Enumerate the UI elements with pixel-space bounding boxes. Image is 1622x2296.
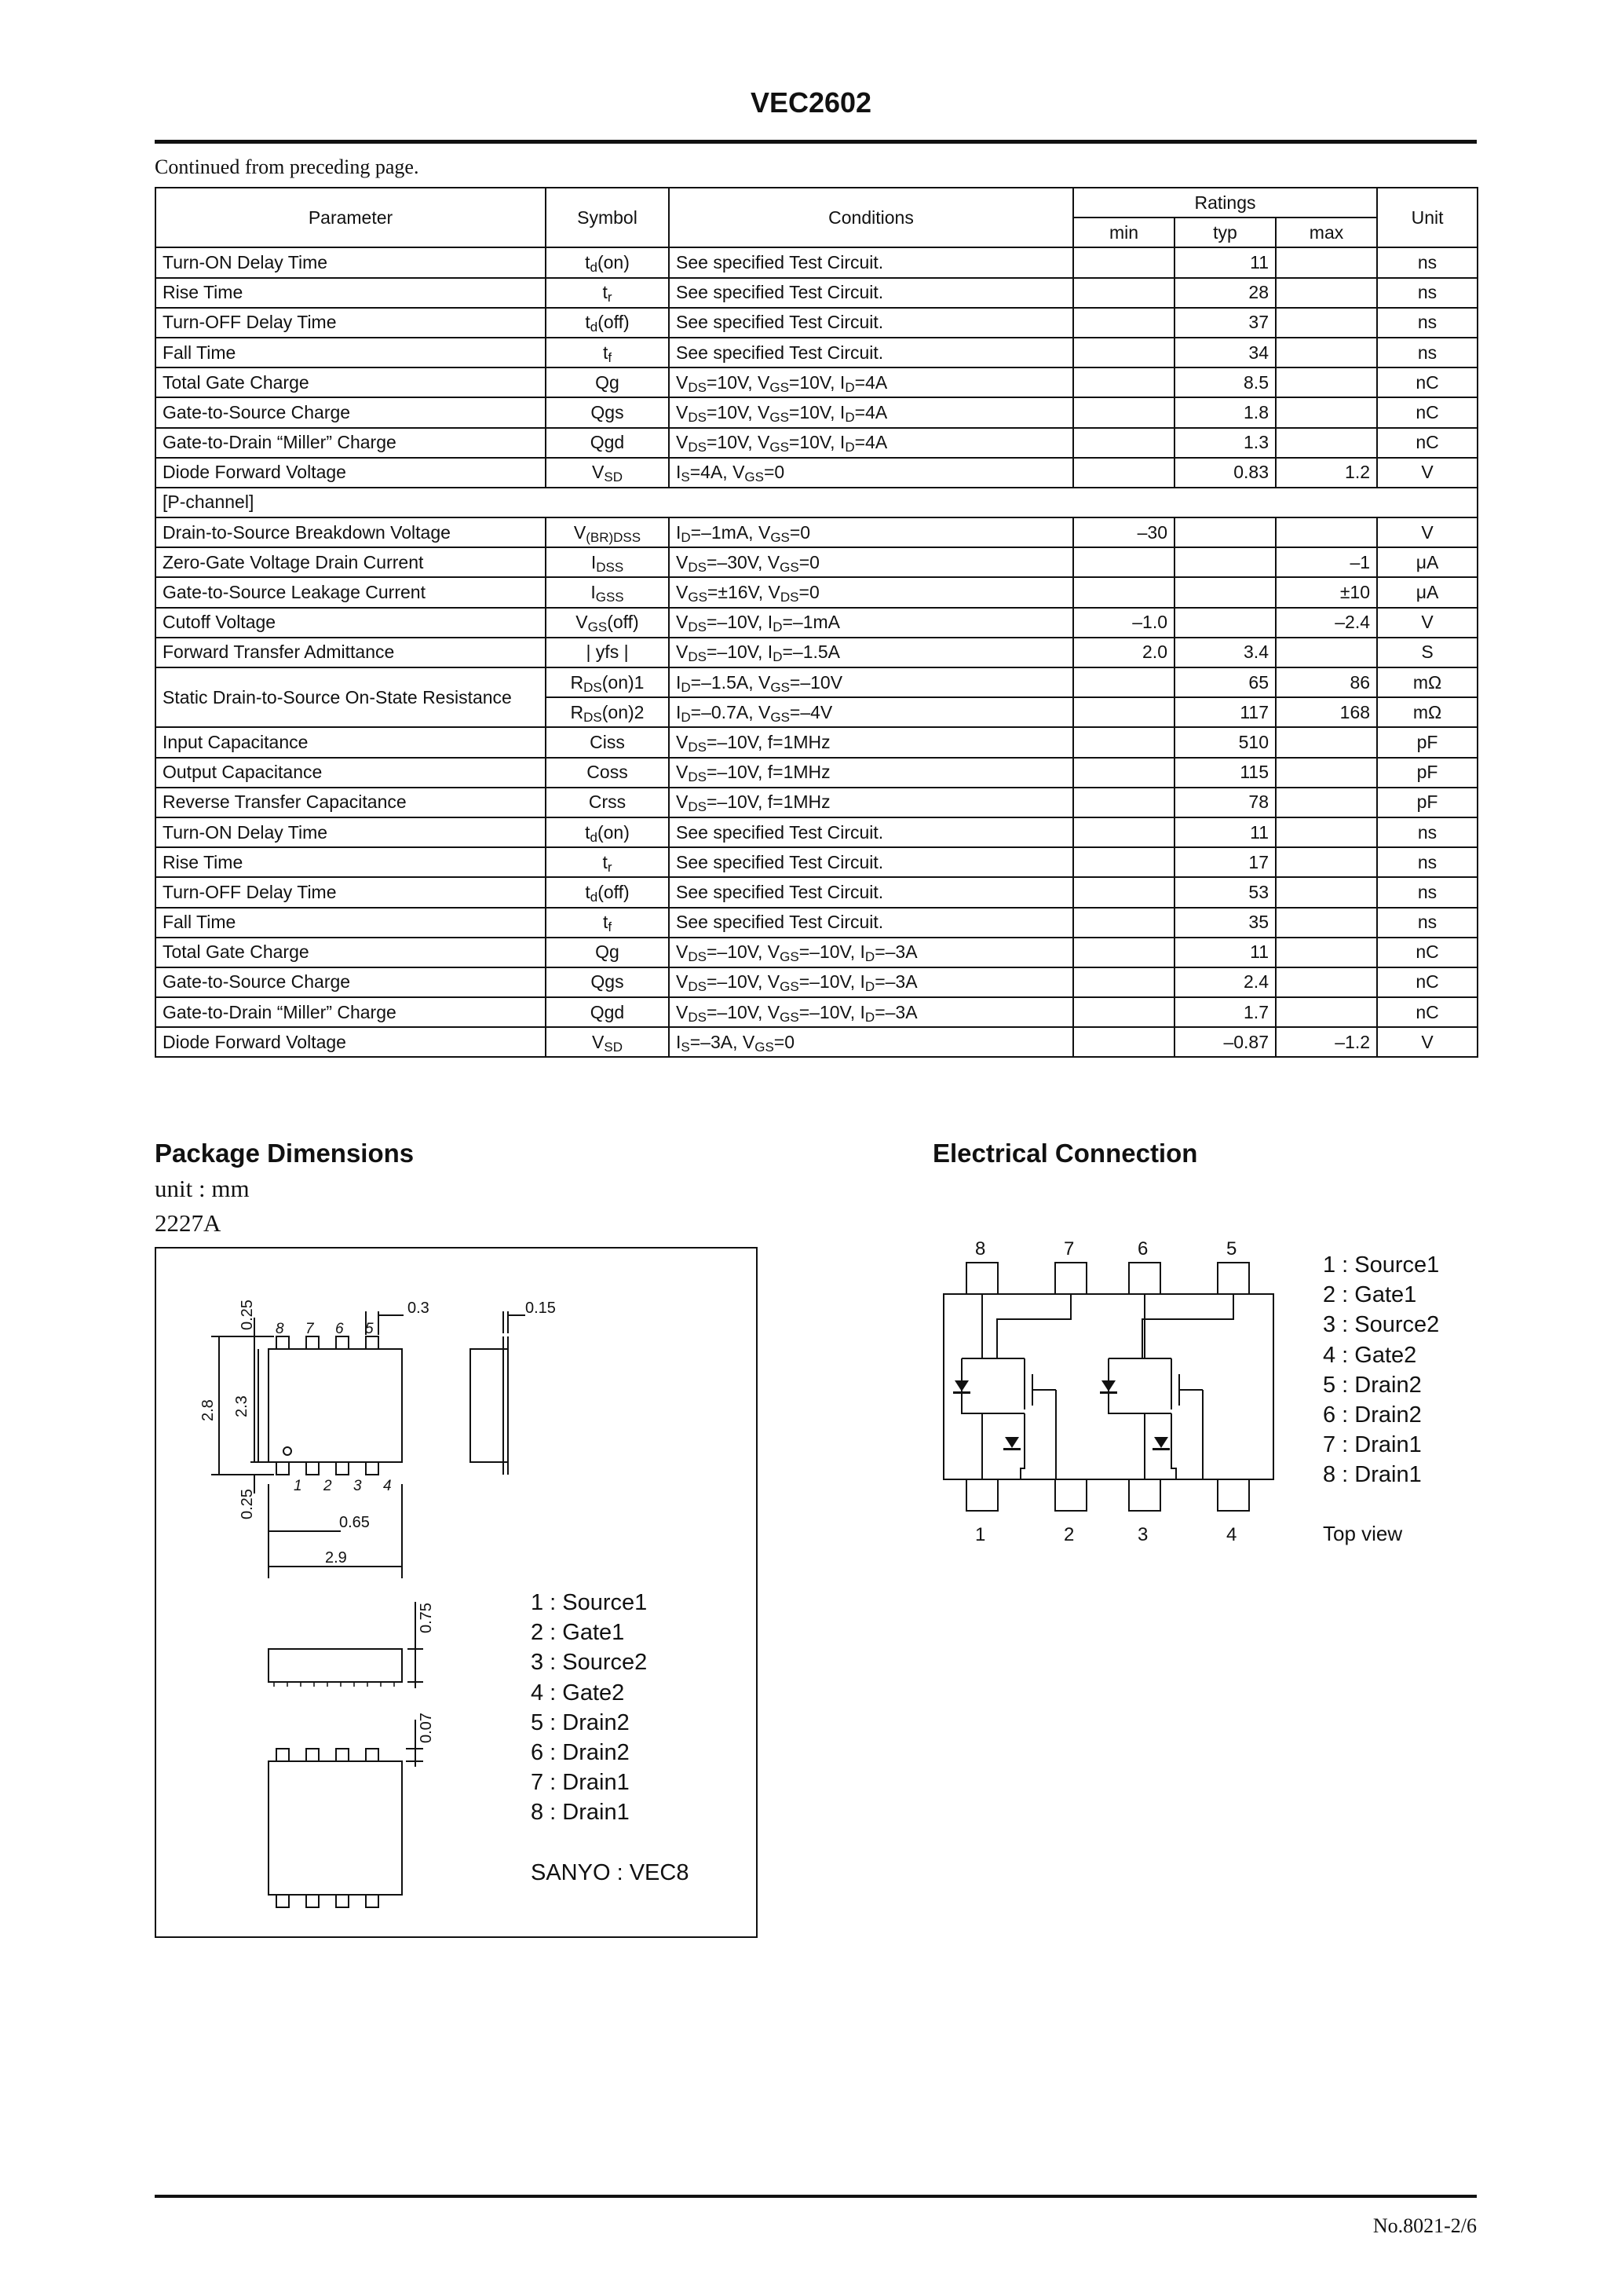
cell-min xyxy=(1073,817,1174,847)
cell-conditions: $V_{DS}=10V$, $V_{GS}=10V$, $I_D=4A$ xyxy=(669,397,1073,427)
cell-max: 86 xyxy=(1276,667,1377,697)
table-row xyxy=(155,367,1478,397)
cell-max xyxy=(1276,727,1377,757)
cell-typ: 53 xyxy=(1174,877,1276,907)
cell-unit: ns xyxy=(1377,308,1478,338)
cell-conditions: See specified Test Circuit. xyxy=(669,847,1073,877)
cell-typ: 115 xyxy=(1174,758,1276,788)
cell-max xyxy=(1276,788,1377,817)
cell-unit: V xyxy=(1377,1027,1478,1057)
pkg-top-pin-6: 6 xyxy=(335,1321,344,1337)
table-row xyxy=(155,338,1478,367)
table-row xyxy=(155,638,1478,667)
cell-symbol: Coss xyxy=(546,758,669,788)
cell-min xyxy=(1073,847,1174,877)
cell-parameter: Zero-Gate Voltage Drain Current xyxy=(155,547,546,577)
cell-conditions: See specified Test Circuit. xyxy=(669,817,1073,847)
cell-min xyxy=(1073,758,1174,788)
cell-max: –2.4 xyxy=(1276,608,1377,638)
header-conditions: Conditions xyxy=(669,188,1073,247)
dim-2-9: 2.9 xyxy=(325,1549,347,1567)
cell-parameter: Turn-OFF Delay Time xyxy=(155,877,546,907)
package-pin-list xyxy=(531,1588,689,1888)
sanyo-package-name: SANYO : VEC8 xyxy=(531,1859,689,1885)
cell-conditions: $I_S=4A$, $V_{GS}=0$ xyxy=(669,458,1073,488)
cell-symbol: Crss xyxy=(546,788,669,817)
cell-parameter: Gate-to-Source Charge xyxy=(155,397,546,427)
cell-parameter: Static Drain-to-Source On-State Resistance xyxy=(155,667,546,727)
cell-symbol: $R_{DS}(on)2$ xyxy=(546,697,669,727)
cell-unit: nC xyxy=(1377,367,1478,397)
cell-symbol: | yfs | xyxy=(546,638,669,667)
package-drawing-box xyxy=(155,1247,758,1938)
cell-conditions: $V_{DS}=-10V$, $V_{GS}=-10V$, $I_D=-3A$ xyxy=(669,967,1073,997)
cell-typ: 2.4 xyxy=(1174,967,1276,997)
table-row xyxy=(155,517,1478,547)
cell-symbol: Qgd xyxy=(546,428,669,458)
cell-symbol: $I_{GSS}$ xyxy=(546,577,669,607)
header-parameter: Parameter xyxy=(155,188,546,247)
cell-max xyxy=(1276,247,1377,277)
cell-parameter: Cutoff Voltage xyxy=(155,608,546,638)
cell-min xyxy=(1073,338,1174,367)
cell-symbol: $t_f$ xyxy=(546,338,669,367)
table-row xyxy=(155,458,1478,488)
cell-typ xyxy=(1174,547,1276,577)
cell-min xyxy=(1073,458,1174,488)
cell-typ: 8.5 xyxy=(1174,367,1276,397)
cell-min xyxy=(1073,547,1174,577)
cell-min: –1.0 xyxy=(1073,608,1174,638)
table-row xyxy=(155,428,1478,458)
pkg-bottom-pin-3: 3 xyxy=(353,1478,362,1494)
cell-max xyxy=(1276,278,1377,308)
spec-table xyxy=(155,187,1478,1058)
cell-typ xyxy=(1174,517,1276,547)
header-typ: typ xyxy=(1174,218,1276,247)
cell-unit: pF xyxy=(1377,788,1478,817)
cell-unit: ns xyxy=(1377,278,1478,308)
table-row xyxy=(155,847,1478,877)
pkg-top-pin-5: 5 xyxy=(365,1321,374,1337)
cell-symbol: Qg xyxy=(546,367,669,397)
pkg-top-pin-8: 8 xyxy=(276,1321,284,1337)
cell-conditions: $V_{GS}=\pm 16V$, $V_{DS}=0$ xyxy=(669,577,1073,607)
package-heading: Package Dimensions xyxy=(155,1139,415,1168)
cell-typ: 28 xyxy=(1174,278,1276,308)
cell-conditions: $V_{DS}=-10V$, $V_{GS}=-10V$, $I_D=-3A$ xyxy=(669,997,1073,1027)
cell-unit: V xyxy=(1377,608,1478,638)
table-row xyxy=(155,667,1478,697)
header-max: max xyxy=(1276,218,1377,247)
table-row xyxy=(155,727,1478,757)
cell-min xyxy=(1073,908,1174,938)
cell-typ: 11 xyxy=(1174,247,1276,277)
ec-top-pin-8: 8 xyxy=(975,1238,986,1260)
header-min: min xyxy=(1073,218,1174,247)
cell-max: 1.2 xyxy=(1276,458,1377,488)
cell-symbol: $t_f$ xyxy=(546,908,669,938)
dim-0-25-bottom: 0.25 xyxy=(239,1489,256,1519)
table-row xyxy=(155,308,1478,338)
cell-conditions: See specified Test Circuit. xyxy=(669,247,1073,277)
cell-conditions: See specified Test Circuit. xyxy=(669,308,1073,338)
cell-min xyxy=(1073,397,1174,427)
table-row xyxy=(155,817,1478,847)
cell-parameter: Fall Time xyxy=(155,908,546,938)
cell-min xyxy=(1073,967,1174,997)
page-title: VEC2602 xyxy=(750,86,872,119)
cell-conditions: $I_S=-3A$, $V_{GS}=0$ xyxy=(669,1027,1073,1057)
table-row xyxy=(155,397,1478,427)
electrical-pin-1: 1 : Source1 xyxy=(1323,1252,1440,1278)
cell-symbol: $V_{SD}$ xyxy=(546,1027,669,1057)
cell-conditions: $V_{DS}=-10V$, $I_D=-1mA$ xyxy=(669,608,1073,638)
cell-max: 168 xyxy=(1276,697,1377,727)
cell-max: ±10 xyxy=(1276,577,1377,607)
cell-max xyxy=(1276,308,1377,338)
cell-unit: V xyxy=(1377,517,1478,547)
cell-unit: nC xyxy=(1377,938,1478,967)
cell-unit: ns xyxy=(1377,817,1478,847)
cell-parameter: Gate-to-Source Leakage Current xyxy=(155,577,546,607)
cell-typ: 17 xyxy=(1174,847,1276,877)
dim-2-3: 2.3 xyxy=(233,1395,250,1417)
dim-0-25-top: 0.25 xyxy=(239,1300,256,1330)
electrical-pin-3: 3 : Source2 xyxy=(1323,1312,1440,1338)
cell-max xyxy=(1276,938,1377,967)
package-code: 2227A xyxy=(155,1209,221,1237)
electrical-pin-5: 5 : Drain2 xyxy=(1323,1372,1422,1398)
cell-conditions: See specified Test Circuit. xyxy=(669,338,1073,367)
cell-unit: ns xyxy=(1377,847,1478,877)
cell-parameter: Rise Time xyxy=(155,847,546,877)
ec-bottom-pin-2: 2 xyxy=(1064,1524,1075,1545)
document-number: No.8021-2/6 xyxy=(1372,2214,1477,2237)
cell-parameter: Total Gate Charge xyxy=(155,367,546,397)
cell-typ: 1.3 xyxy=(1174,428,1276,458)
spec-table-body xyxy=(155,247,1478,1057)
cell-min xyxy=(1073,577,1174,607)
cell-unit: S xyxy=(1377,638,1478,667)
cell-min xyxy=(1073,877,1174,907)
table-row xyxy=(155,997,1478,1027)
table-row xyxy=(155,577,1478,607)
cell-max xyxy=(1276,908,1377,938)
dim-0-75: 0.75 xyxy=(418,1603,435,1633)
cell-parameter: Output Capacitance xyxy=(155,758,546,788)
cell-parameter: Gate-to-Drain “Miller” Charge xyxy=(155,997,546,1027)
header-rule xyxy=(155,140,1477,144)
cell-symbol: Qgs xyxy=(546,397,669,427)
dim-0-3: 0.3 xyxy=(407,1300,429,1317)
cell-min xyxy=(1073,697,1174,727)
ec-top-pin-6: 6 xyxy=(1138,1238,1149,1260)
cell-typ: –0.87 xyxy=(1174,1027,1276,1057)
cell-min: 2.0 xyxy=(1073,638,1174,667)
cell-parameter: Turn-ON Delay Time xyxy=(155,817,546,847)
cell-conditions: See specified Test Circuit. xyxy=(669,877,1073,907)
cell-parameter: Total Gate Charge xyxy=(155,938,546,967)
package-pin-6: 6 : Drain2 xyxy=(531,1740,630,1766)
cell-conditions: $I_D=-1.5A$, $V_{GS}=-10V$ xyxy=(669,667,1073,697)
table-row xyxy=(155,547,1478,577)
cell-unit: ns xyxy=(1377,877,1478,907)
cell-min xyxy=(1073,247,1174,277)
pkg-bottom-pin-4: 4 xyxy=(383,1478,392,1494)
table-row xyxy=(155,488,1478,517)
electrical-pin-2: 2 : Gate1 xyxy=(1323,1282,1417,1308)
package-unit: unit : mm xyxy=(155,1175,250,1202)
cell-min xyxy=(1073,278,1174,308)
cell-min xyxy=(1073,667,1174,697)
cell-typ: 117 xyxy=(1174,697,1276,727)
cell-unit: mΩ xyxy=(1377,667,1478,697)
cell-parameter: Reverse Transfer Capacitance xyxy=(155,788,546,817)
cell-parameter: Diode Forward Voltage xyxy=(155,458,546,488)
cell-unit: ns xyxy=(1377,247,1478,277)
table-row xyxy=(155,247,1478,277)
cell-parameter: Turn-OFF Delay Time xyxy=(155,308,546,338)
cell-max: –1.2 xyxy=(1276,1027,1377,1057)
cell-conditions: $V_{DS}=-10V$, $V_{GS}=-10V$, $I_D=-3A$ xyxy=(669,938,1073,967)
ec-bottom-pin-1: 1 xyxy=(975,1524,986,1545)
cell-min: –30 xyxy=(1073,517,1174,547)
cell-typ: 78 xyxy=(1174,788,1276,817)
cell-symbol: Qgs xyxy=(546,967,669,997)
header-unit: Unit xyxy=(1377,188,1478,247)
cell-typ: 11 xyxy=(1174,938,1276,967)
continued-note: Continued from preceding page. xyxy=(155,155,419,178)
top-view-label: Top view xyxy=(1323,1522,1403,1545)
cell-symbol: $t_r$ xyxy=(546,847,669,877)
cell-parameter: Drain-to-Source Breakdown Voltage xyxy=(155,517,546,547)
ec-bottom-pin-4: 4 xyxy=(1226,1524,1237,1545)
package-pin-2: 2 : Gate1 xyxy=(531,1620,625,1646)
cell-max xyxy=(1276,877,1377,907)
cell-conditions: $V_{DS}=-30V$, $V_{GS}=0$ xyxy=(669,547,1073,577)
cell-conditions: $V_{DS}=10V$, $V_{GS}=10V$, $I_D=4A$ xyxy=(669,428,1073,458)
cell-max xyxy=(1276,367,1377,397)
package-pin-7: 7 : Drain1 xyxy=(531,1770,630,1796)
table-row xyxy=(155,278,1478,308)
cell-unit: nC xyxy=(1377,397,1478,427)
cell-unit: pF xyxy=(1377,727,1478,757)
cell-typ: 37 xyxy=(1174,308,1276,338)
cell-max xyxy=(1276,397,1377,427)
cell-conditions: $V_{DS}=-10V$, f=1MHz xyxy=(669,758,1073,788)
cell-min xyxy=(1073,308,1174,338)
cell-min xyxy=(1073,788,1174,817)
package-pin-4: 4 : Gate2 xyxy=(531,1680,625,1706)
cell-max xyxy=(1276,817,1377,847)
cell-min xyxy=(1073,997,1174,1027)
cell-unit: pF xyxy=(1377,758,1478,788)
cell-typ xyxy=(1174,608,1276,638)
cell-unit: V xyxy=(1377,458,1478,488)
header-ratings: Ratings xyxy=(1073,188,1377,218)
cell-conditions: $V_{DS}=-10V$, $I_D=-1.5A$ xyxy=(669,638,1073,667)
cell-symbol: $t_d(off)$ xyxy=(546,308,669,338)
cell-min xyxy=(1073,938,1174,967)
cell-conditions: $I_D=-0.7A$, $V_{GS}=-4V$ xyxy=(669,697,1073,727)
cell-parameter: Rise Time xyxy=(155,278,546,308)
cell-min xyxy=(1073,1027,1174,1057)
cell-max xyxy=(1276,517,1377,547)
cell-unit: nC xyxy=(1377,997,1478,1027)
cell-max xyxy=(1276,758,1377,788)
cell-conditions: $V_{DS}=10V$, $V_{GS}=10V$, $I_D=4A$ xyxy=(669,367,1073,397)
table-row xyxy=(155,608,1478,638)
cell-max: –1 xyxy=(1276,547,1377,577)
cell-unit: ns xyxy=(1377,908,1478,938)
cell-unit: nC xyxy=(1377,967,1478,997)
cell-symbol: $t_d(off)$ xyxy=(546,877,669,907)
cell-parameter: Gate-to-Source Charge xyxy=(155,967,546,997)
cell-parameter: Fall Time xyxy=(155,338,546,367)
electrical-pin-list xyxy=(1323,1250,1439,1490)
cell-max xyxy=(1276,428,1377,458)
dim-0-15: 0.15 xyxy=(525,1300,556,1317)
dim-0-07: 0.07 xyxy=(418,1713,435,1743)
package-pin-1: 1 : Source1 xyxy=(531,1590,648,1615)
cell-symbol: $R_{DS}(on)1$ xyxy=(546,667,669,697)
cell-parameter: Input Capacitance xyxy=(155,727,546,757)
ec-bottom-pin-3: 3 xyxy=(1138,1524,1149,1545)
package-pin-8: 8 : Drain1 xyxy=(531,1800,630,1826)
cell-min xyxy=(1073,428,1174,458)
dim-2-8: 2.8 xyxy=(199,1399,217,1421)
cell-conditions: $V_{DS}=-10V$, f=1MHz xyxy=(669,727,1073,757)
cell-symbol: $V_{SD}$ xyxy=(546,458,669,488)
electrical-pin-8: 8 : Drain1 xyxy=(1323,1462,1422,1488)
cell-max xyxy=(1276,967,1377,997)
cell-parameter: Diode Forward Voltage xyxy=(155,1027,546,1057)
package-pin-5: 5 : Drain2 xyxy=(531,1709,630,1735)
table-row xyxy=(155,908,1478,938)
cell-parameter: Gate-to-Drain “Miller” Charge xyxy=(155,428,546,458)
cell-symbol: Ciss xyxy=(546,727,669,757)
cell-unit: μA xyxy=(1377,547,1478,577)
cell-symbol: $I_{DSS}$ xyxy=(546,547,669,577)
table-row xyxy=(155,938,1478,967)
cell-conditions: See specified Test Circuit. xyxy=(669,278,1073,308)
footer-rule xyxy=(155,2195,1477,2198)
cell-max xyxy=(1276,997,1377,1027)
cell-parameter: Turn-ON Delay Time xyxy=(155,247,546,277)
cell-symbol: $t_d(on)$ xyxy=(546,247,669,277)
pkg-top-pin-7: 7 xyxy=(305,1321,314,1337)
cell-symbol: $V_{(BR)DSS}$ xyxy=(546,517,669,547)
table-row xyxy=(155,1027,1478,1057)
cell-symbol: $V_{GS}(off)$ xyxy=(546,608,669,638)
electrical-pin-7: 7 : Drain1 xyxy=(1323,1432,1422,1458)
table-row xyxy=(155,758,1478,788)
cell-typ: 1.8 xyxy=(1174,397,1276,427)
table-row xyxy=(155,788,1478,817)
cell-conditions: See specified Test Circuit. xyxy=(669,908,1073,938)
cell-typ: 3.4 xyxy=(1174,638,1276,667)
dim-0-65: 0.65 xyxy=(339,1514,370,1531)
cell-min xyxy=(1073,727,1174,757)
cell-typ: 0.83 xyxy=(1174,458,1276,488)
package-pin-3: 3 : Source2 xyxy=(531,1650,648,1676)
pkg-bottom-pin-1: 1 xyxy=(294,1478,302,1494)
header-symbol: Symbol xyxy=(546,188,669,247)
cell-symbol: $t_d(on)$ xyxy=(546,817,669,847)
electrical-pin-4: 4 : Gate2 xyxy=(1323,1342,1417,1368)
cell-symbol: Qgd xyxy=(546,997,669,1027)
electrical-pin-6: 6 : Drain2 xyxy=(1323,1402,1422,1428)
cell-typ: 65 xyxy=(1174,667,1276,697)
cell-typ xyxy=(1174,577,1276,607)
cell-min xyxy=(1073,367,1174,397)
pkg-bottom-pin-2: 2 xyxy=(323,1478,332,1494)
cell-unit: ns xyxy=(1377,338,1478,367)
electrical-heading: Electrical Connection xyxy=(933,1139,1198,1168)
table-row xyxy=(155,967,1478,997)
cell-typ: 35 xyxy=(1174,908,1276,938)
cell-symbol: $t_r$ xyxy=(546,278,669,308)
cell-unit: μA xyxy=(1377,577,1478,607)
cell-parameter: Forward Transfer Admittance xyxy=(155,638,546,667)
cell-conditions: $I_D=-1mA$, $V_{GS}=0$ xyxy=(669,517,1073,547)
section-label: [P-channel] xyxy=(155,488,1478,517)
cell-unit: mΩ xyxy=(1377,697,1478,727)
ec-top-pin-7: 7 xyxy=(1064,1238,1075,1260)
electrical-connection-diagram xyxy=(926,1225,1295,1555)
table-row xyxy=(155,877,1478,907)
cell-max xyxy=(1276,338,1377,367)
cell-max xyxy=(1276,638,1377,667)
cell-typ: 34 xyxy=(1174,338,1276,367)
cell-typ: 11 xyxy=(1174,817,1276,847)
cell-max xyxy=(1276,847,1377,877)
cell-typ: 510 xyxy=(1174,727,1276,757)
ec-top-pin-5: 5 xyxy=(1226,1238,1237,1260)
cell-unit: nC xyxy=(1377,428,1478,458)
cell-typ: 1.7 xyxy=(1174,997,1276,1027)
cell-symbol: Qg xyxy=(546,938,669,967)
cell-conditions: $V_{DS}=-10V$, f=1MHz xyxy=(669,788,1073,817)
